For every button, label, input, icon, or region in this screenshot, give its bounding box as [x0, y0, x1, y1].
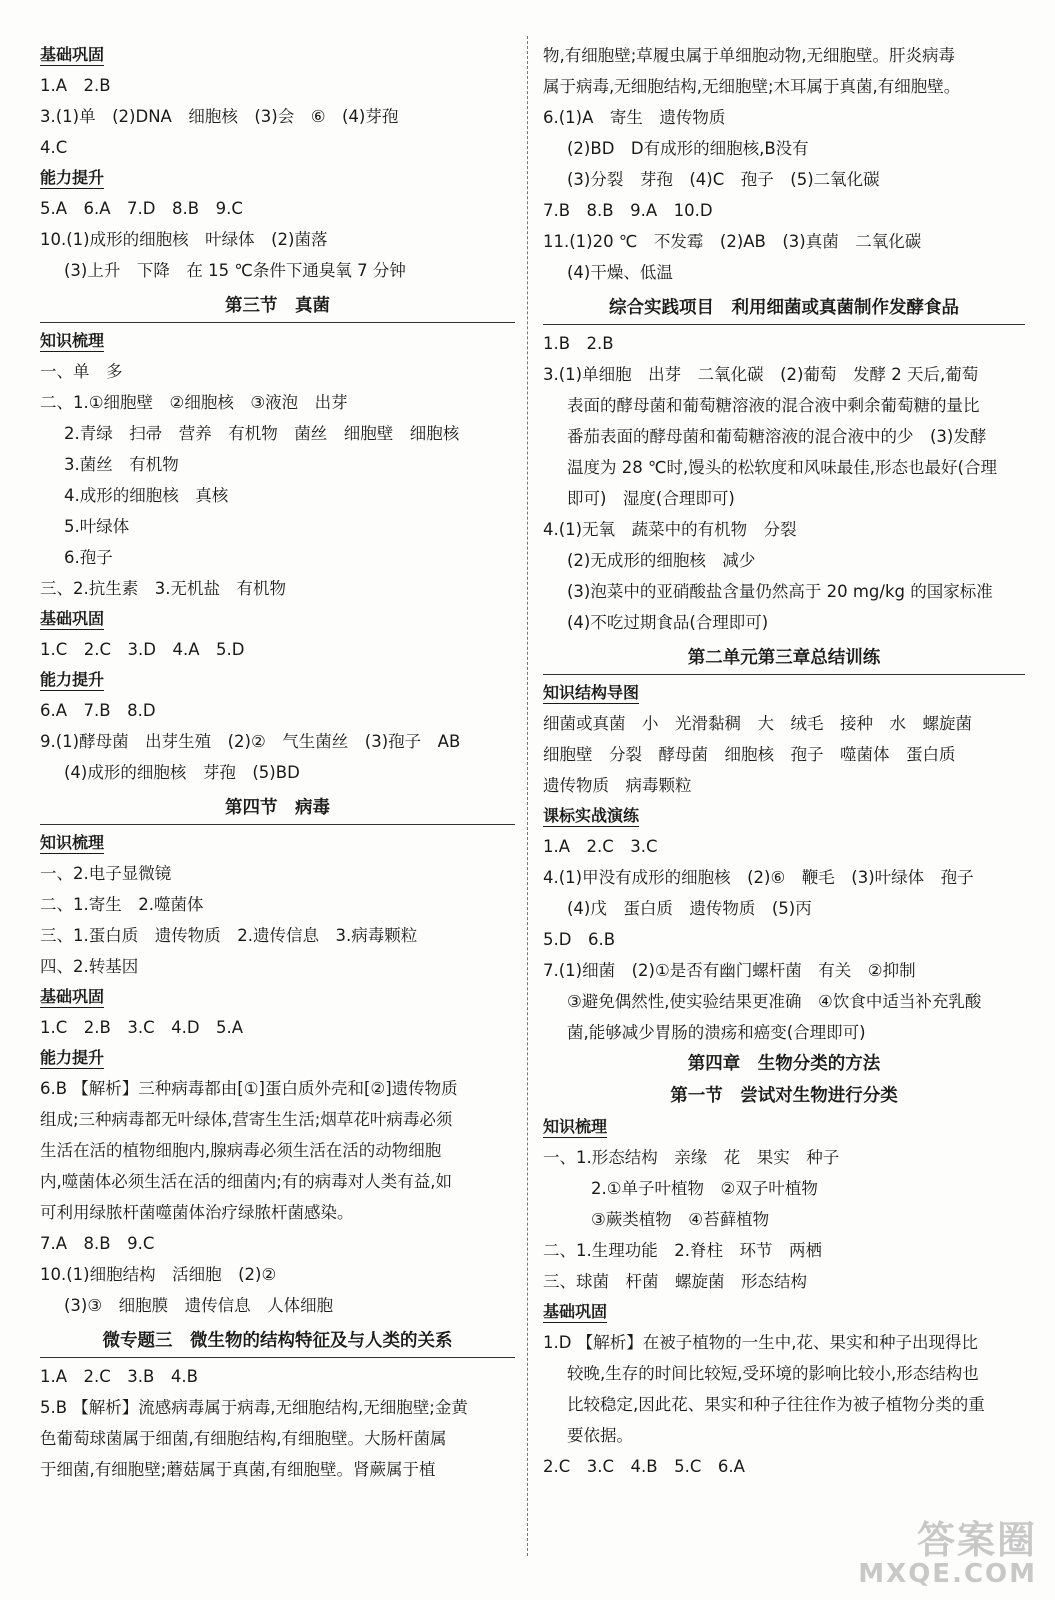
answer-line: 10.(1)细胞结构 活细胞 (2)②	[40, 1265, 277, 1284]
answer-line: 4.C	[40, 138, 68, 157]
answer-line: 1.C 2.C 3.D 4.A 5.D	[40, 640, 245, 659]
answer-line: 内,噬菌体必须生活在活的细菌内;有的病毒对人类有益,如	[40, 1172, 453, 1191]
answer-line: 5.B 【解析】流感病毒属于病毒,无细胞结构,无细胞壁;金黄	[40, 1398, 468, 1417]
answer-line: 9.(1)酵母菌 出芽生殖 (2)② 气生菌丝 (3)孢子 AB	[40, 732, 461, 751]
section-title: 第二单元第三章总结训练	[543, 638, 1025, 678]
answer-line: 6.B 【解析】三种病毒都由[①]蛋白质外壳和[②]遗传物质	[40, 1079, 458, 1098]
answer-line: 2.青绿 扫帚 营养 有机物 菌丝 细胞壁 细胞核	[64, 424, 460, 443]
answer-line: 6.孢子	[64, 548, 113, 567]
answer-line: 比较稳定,因此花、果实和种子往往作为被子植物分类的重	[567, 1395, 985, 1414]
answer-line: 1.B 2.B	[543, 334, 614, 353]
section-subheading	[543, 801, 1025, 831]
answer-line: 于细菌,有细胞壁;蘑菇属于真菌,有细胞壁。肾蕨属于植	[40, 1460, 436, 1479]
section-subheading	[40, 163, 515, 193]
subheading-label: 知识梳理	[40, 331, 105, 350]
answer-line: 10.(1)成形的细胞核 叶绿体 (2)菌落	[40, 230, 328, 249]
section-subheading	[40, 828, 515, 858]
subheading-label: 知识结构导图	[543, 683, 640, 702]
answer-line: 菌,能够减少胃肠的溃疡和癌变(合理即可)	[567, 1023, 866, 1042]
answer-line: 6.(1)A 寄生 遗传物质	[543, 108, 726, 127]
watermark-logo	[858, 1520, 1037, 1588]
answer-line: 1.A 2.C 3.B 4.B	[40, 1367, 198, 1386]
answer-line: 2.C 3.C 4.B 5.C 6.A	[543, 1457, 745, 1476]
answer-line: 一、1.形态结构 亲缘 花 果实 种子	[543, 1148, 840, 1167]
answer-line: 四、2.转基因	[40, 957, 139, 976]
answer-line: 7.(1)细菌 (2)①是否有幽门螺杆菌 有关 ②抑制	[543, 961, 916, 980]
answer-line: 二、1.①细胞壁 ②细胞核 ③液泡 出芽	[40, 393, 348, 412]
answer-line: 番茄表面的酵母菌和葡萄糖溶液的混合液中的少 (3)发酵	[567, 427, 987, 446]
answer-line: (3)③ 细胞膜 遗传信息 人体细胞	[64, 1296, 334, 1315]
watermark-text: 答案圈	[916, 1518, 1037, 1562]
answer-line: 2.①单子叶植物 ②双子叶植物	[591, 1179, 818, 1198]
answer-line: 即可) 湿度(合理即可)	[567, 489, 735, 508]
answer-line: 7.B 8.B 9.A 10.D	[543, 201, 713, 220]
answer-line: 较晚,生存的时间比较短,受环境的影响比较小,形态结构也	[567, 1364, 979, 1383]
answer-line: 4.(1)无氧 蔬菜中的有机物 分裂	[543, 520, 797, 539]
answer-line: 生活在活的植物细胞内,腺病毒必须生活在活的动物细胞	[40, 1141, 442, 1160]
answer-line: 要依据。	[567, 1426, 633, 1445]
section-title: 第一节 尝试对生物进行分类	[670, 1086, 898, 1106]
subheading-label: 能力提升	[40, 1048, 105, 1067]
answer-line: (4)不吃过期食品(合理即可)	[567, 613, 769, 632]
answer-line: 属于病毒,无细胞结构,无细胞壁;木耳属于真菌,有细胞壁。	[543, 77, 961, 96]
answer-line: 色葡萄球菌属于细菌,有细胞结构,有细胞壁。大肠杆菌属	[40, 1429, 447, 1448]
answer-line: 表面的酵母菌和葡萄糖溶液的混合液中剩余葡萄糖的量比	[567, 396, 980, 415]
answer-line: 7.A 8.B 9.C	[40, 1234, 155, 1253]
answer-line: 5.A 6.A 7.D 8.B 9.C	[40, 199, 243, 218]
subheading-label: 知识梳理	[543, 1117, 608, 1136]
answer-line: 物,有细胞壁;草履虫属于单细胞动物,无细胞壁。肝炎病毒	[543, 46, 956, 65]
section-title: 第四节 病毒	[40, 788, 515, 828]
answer-line: (2)无成形的细胞核 减少	[567, 551, 756, 570]
answer-line: 3.菌丝 有机物	[64, 455, 179, 474]
answer-line: 三、1.蛋白质 遗传物质 2.遗传信息 3.病毒颗粒	[40, 926, 418, 945]
section-subheading	[40, 40, 515, 70]
answer-line: 4.成形的细胞核 真核	[64, 486, 229, 505]
answer-line: 5.D 6.B	[543, 930, 616, 949]
answer-line: 6.A 7.B 8.D	[40, 701, 156, 720]
answer-line: 4.(1)甲没有成形的细胞核 (2)⑥ 鞭毛 (3)叶绿体 孢子	[543, 868, 974, 887]
answer-line: 一、单 多	[40, 362, 123, 381]
section-title: 第三节 真菌	[40, 286, 515, 326]
answer-line: 三、2.抗生素 3.无机盐 有机物	[40, 579, 286, 598]
subheading-label: 能力提升	[40, 168, 105, 187]
section-subheading	[40, 982, 515, 1012]
answer-line: 1.D 【解析】在被子植物的一生中,花、果实和种子出现得比	[543, 1333, 978, 1352]
section-subheading	[40, 1043, 515, 1073]
column-divider	[527, 36, 528, 1556]
answer-line: ③蕨类植物 ④苔藓植物	[591, 1210, 770, 1229]
answer-line: (2)BD D有成形的细胞核,B没有	[567, 139, 809, 158]
answer-line: 可利用绿脓杆菌噬菌体治疗绿脓杆菌感染。	[40, 1203, 354, 1222]
answer-line: 3.(1)单细胞 出芽 二氧化碳 (2)葡萄 发酵 2 天后,葡萄	[543, 365, 979, 384]
subheading-label: 基础巩固	[40, 45, 105, 64]
answer-line: 5.叶绿体	[64, 517, 130, 536]
answer-line: 温度为 28 ℃时,馒头的松软度和风味最佳,形态也最好(合理	[567, 458, 997, 477]
answer-line: 遗传物质 病毒颗粒	[543, 776, 692, 795]
answer-line: 1.C 2.B 3.C 4.D 5.A	[40, 1018, 244, 1037]
answer-line: (3)分裂 芽孢 (4)C 孢子 (5)二氧化碳	[567, 170, 880, 189]
answer-line: 组成;三种病毒都无叶绿体,营寄生生活;烟草花叶病毒必须	[40, 1110, 453, 1129]
answer-line: 一、2.电子显微镜	[40, 864, 172, 883]
answer-line: 细胞壁 分裂 酵母菌 细胞核 孢子 噬菌体 蛋白质	[543, 745, 956, 764]
answer-line: 二、1.寄生 2.噬菌体	[40, 895, 204, 914]
answer-line: 1.A 2.C 3.C	[543, 837, 658, 856]
answer-line: 细菌或真菌 小 光滑黏稠 大 绒毛 接种 水 螺旋菌	[543, 714, 972, 733]
answer-line: ③避免偶然性,使实验结果更准确 ④饮食中适当补充乳酸	[567, 992, 982, 1011]
answer-line: (4)成形的细胞核 芽孢 (5)BD	[64, 763, 300, 782]
answer-line: 1.A 2.B	[40, 76, 111, 95]
section-subheading	[543, 678, 1025, 708]
section-title: 第四章 生物分类的方法	[687, 1054, 881, 1074]
left-column	[40, 40, 515, 1485]
subheading-label: 课标实战演练	[543, 806, 640, 825]
section-subheading	[40, 665, 515, 695]
answer-line: 三、球菌 杆菌 螺旋菌 形态结构	[543, 1272, 807, 1291]
right-column	[543, 40, 1025, 1482]
answer-line: (4)干燥、低温	[567, 263, 673, 282]
subheading-label: 基础巩固	[40, 987, 105, 1006]
subheading-label: 知识梳理	[40, 833, 105, 852]
section-subheading	[543, 1297, 1025, 1327]
section-title: 微专题三 微生物的结构特征及与人类的关系	[40, 1321, 515, 1361]
answer-line: 3.(1)单 (2)DNA 细胞核 (3)会 ⑥ (4)芽孢	[40, 107, 399, 126]
subheading-label: 基础巩固	[543, 1302, 608, 1321]
section-subheading	[543, 1112, 1025, 1142]
section-subheading	[40, 604, 515, 634]
answer-line: 二、1.生理功能 2.脊柱 环节 两栖	[543, 1241, 822, 1260]
answer-line: 11.(1)20 ℃ 不发霉 (2)AB (3)真菌 二氧化碳	[543, 232, 922, 251]
section-title: 综合实践项目 利用细菌或真菌制作发酵食品	[543, 288, 1025, 328]
subheading-label: 能力提升	[40, 670, 105, 689]
watermark-url: MXQE.COM	[858, 1559, 1037, 1589]
answer-line: (3)泡菜中的亚硝酸盐含量仍然高于 20 mg/kg 的国家标准	[567, 582, 993, 601]
answer-line: (3)上升 下降 在 15 ℃条件下通臭氧 7 分钟	[64, 261, 406, 280]
section-subheading	[40, 326, 515, 356]
subheading-label: 基础巩固	[40, 609, 105, 628]
answer-line: (4)戊 蛋白质 遗传物质 (5)丙	[567, 899, 812, 918]
